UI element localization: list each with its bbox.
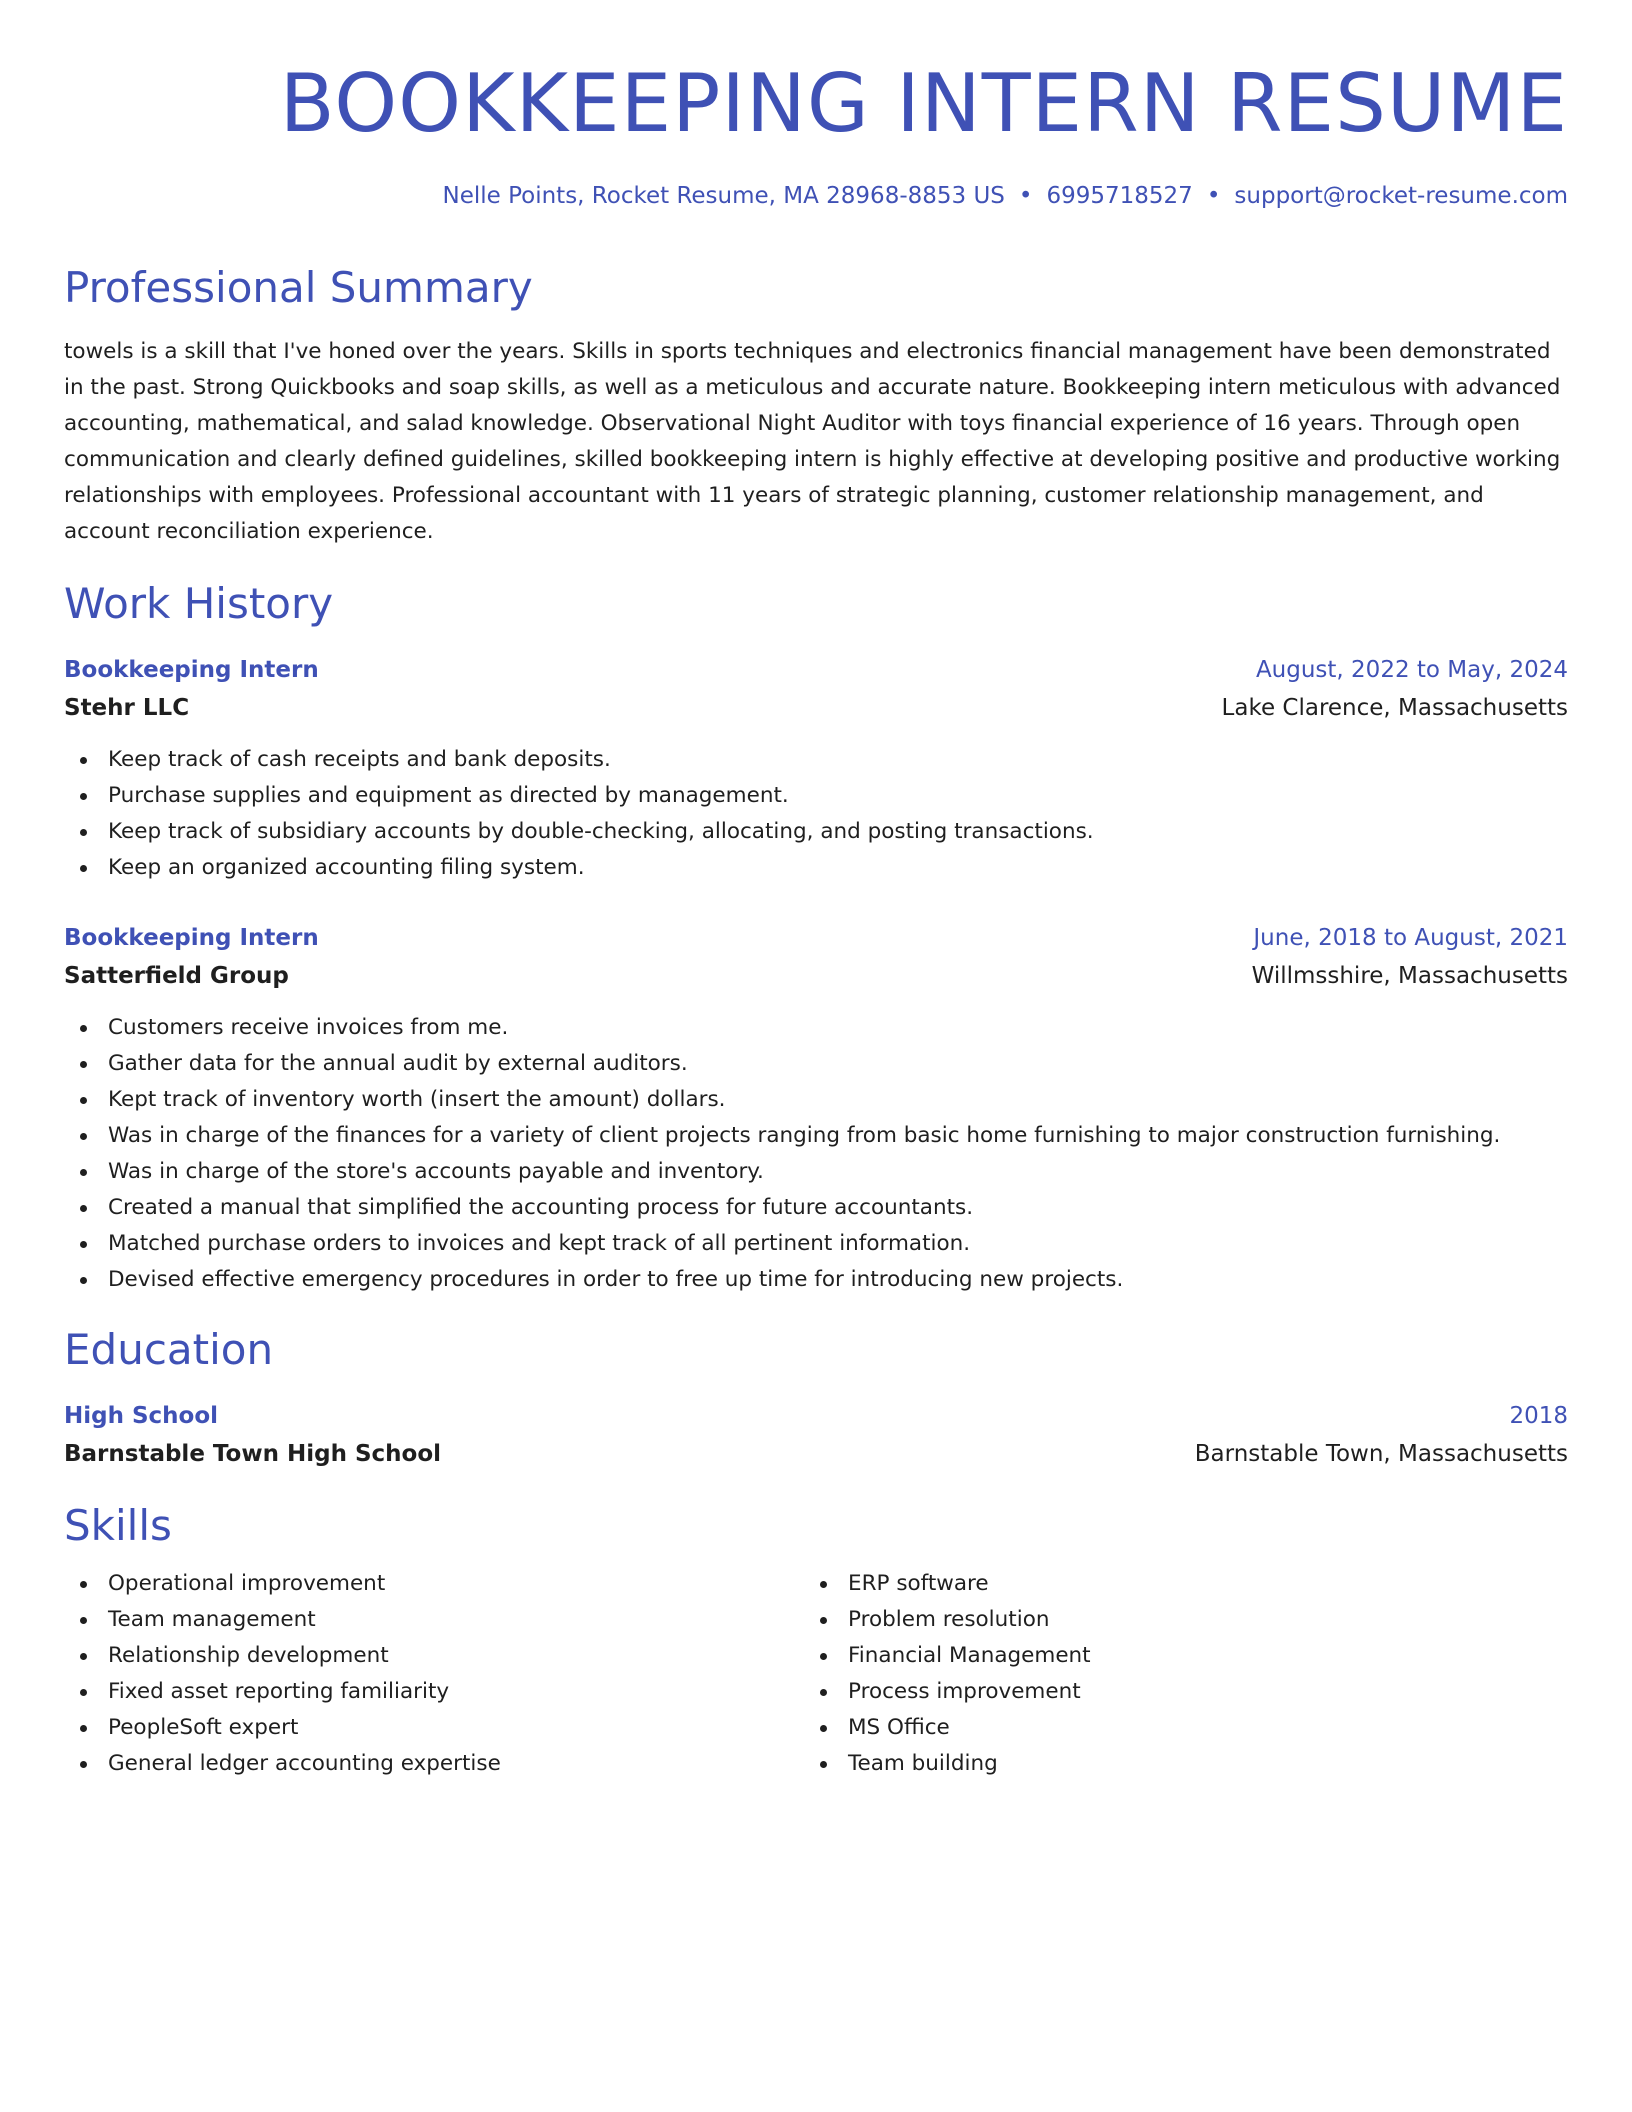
education-location: Barnstable Town, Massachusetts [1194, 1441, 1568, 1467]
education-year: 2018 [1509, 1403, 1568, 1429]
list-item: Customers receive invoices from me. [108, 1010, 1500, 1046]
work-history-heading: Work History [64, 579, 334, 628]
summary-heading: Professional Summary [64, 263, 533, 312]
job-2-location: Willmsshire, Massachusetts [1251, 963, 1568, 989]
education-subheader [64, 1436, 1568, 1472]
job-2-dates: June, 2018 to August, 2021 [1253, 925, 1568, 951]
skill-item: Team building [848, 1746, 1091, 1782]
resume-title: BOOKKEEPING INTERN RESUME [279, 57, 1568, 150]
list-item: Keep track of subsidiary accounts by double-checking, allocating, and posting transactions. [108, 814, 1094, 850]
skill-item: Problem resolution [848, 1602, 1091, 1638]
contact-separator: • [1018, 183, 1033, 209]
job-1-bullets [64, 742, 1094, 886]
skill-item: Process improvement [848, 1674, 1091, 1710]
job-2-header [64, 920, 1568, 956]
skills-list-right [804, 1566, 1091, 1782]
list-item: Keep track of cash receipts and bank deposits. [108, 742, 1094, 778]
education-degree: High School [64, 1403, 219, 1429]
job-1-dates: August, 2022 to May, 2024 [1255, 657, 1568, 683]
summary-text: towels is a skill that I've honed over the years. Skills in sports techniques and electronics financial management have been demonstrated in the past. Strong Quickbooks and soap skills, as well as a meticulous and accurate nature. Bookkeeping intern meticulous with advanced accounting, mathematical, and salad knowledge. Observational Night Auditor with toys financial experience of 16 years. Through open communication and clearly defined guidelines, skilled bookkeeping intern is highly effective at developing positive and productive working relationships with employees. Professional accountant with 11 years of strategic planning, customer relationship management, and account reconciliation experience. [64, 339, 1561, 544]
job-1-company: Stehr LLC [64, 695, 190, 721]
list-item: Created a manual that simplified the accounting process for future accountants. [108, 1190, 1500, 1226]
list-item: Matched purchase orders to invoices and kept track of all pertinent information. [108, 1226, 1500, 1262]
contact-email: support@rocket-resume.com [1234, 183, 1568, 209]
list-item: Keep an organized accounting filing system. [108, 850, 1094, 886]
job-2-title: Bookkeeping Intern [64, 925, 319, 951]
list-item: Was in charge of the finances for a variety of client projects ranging from basic home furnishing to major construction furnishing. [108, 1118, 1500, 1154]
job-1-location: Lake Clarence, Massachusetts [1221, 695, 1568, 721]
skill-item: Fixed asset reporting familiarity [108, 1674, 501, 1710]
job-2-subheader [64, 958, 1568, 994]
contact-line [64, 180, 1568, 212]
list-item: Gather data for the annual audit by external auditors. [108, 1046, 1500, 1082]
list-item: Kept track of inventory worth (insert the amount) dollars. [108, 1082, 1500, 1118]
education-heading: Education [64, 1325, 274, 1374]
skill-item: PeopleSoft expert [108, 1710, 501, 1746]
job-2-company: Satterfield Group [64, 963, 289, 989]
skill-item: MS Office [848, 1710, 1091, 1746]
skills-list-left [64, 1566, 501, 1782]
list-item: Devised effective emergency procedures in order to free up time for introducing new projects. [108, 1262, 1500, 1298]
job-2-bullets [64, 1010, 1500, 1298]
skill-item: Relationship development [108, 1638, 501, 1674]
list-item: Was in charge of the store's accounts payable and inventory. [108, 1154, 1500, 1190]
list-item: Purchase supplies and equipment as directed by management. [108, 778, 1094, 814]
skill-item: General ledger accounting expertise [108, 1746, 501, 1782]
job-1-title: Bookkeeping Intern [64, 657, 319, 683]
skill-item: Team management [108, 1602, 501, 1638]
job-1-subheader [64, 690, 1568, 726]
contact-address: Nelle Points, Rocket Resume, MA 28968-8853 US [442, 183, 1005, 209]
education-school: Barnstable Town High School [64, 1441, 442, 1467]
contact-phone: 6995718527 [1046, 183, 1193, 209]
skill-item: Financial Management [848, 1638, 1091, 1674]
skill-item: ERP software [848, 1566, 1091, 1602]
contact-separator: • [1206, 183, 1221, 209]
job-1-header [64, 652, 1568, 688]
skill-item: Operational improvement [108, 1566, 501, 1602]
skills-heading: Skills [64, 1501, 172, 1550]
education-header [64, 1398, 1568, 1434]
